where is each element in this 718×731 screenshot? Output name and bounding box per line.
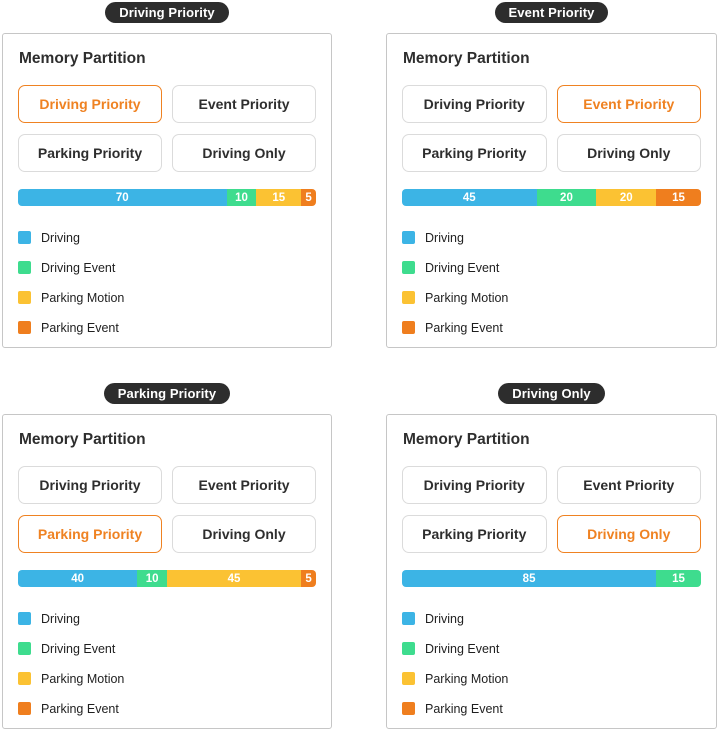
legend-swatch-driving_event [402,261,415,274]
mode-button-event-priority[interactable]: Event Priority [557,85,702,123]
card-title: Memory Partition [403,50,530,67]
legend-item-driving_event [402,261,701,274]
mode-button-grid [18,466,316,553]
legend-item-parking_motion [402,672,701,685]
mode-button-driving-priority[interactable]: Driving Priority [18,85,162,123]
badge-row [2,2,332,23]
legend-swatch-parking_event [18,321,31,334]
legend-item-driving [18,231,316,244]
mode-button-driving-only[interactable]: Driving Only [172,515,316,553]
mode-badge: Driving Only [498,383,605,404]
mode-button-grid [402,85,701,172]
mode-button-driving-priority[interactable]: Driving Priority [402,466,547,504]
legend-swatch-parking_event [402,702,415,715]
bar-segment-parking_motion: 20 [596,189,656,206]
legend-swatch-parking_event [18,702,31,715]
unit-parking-priority [2,383,332,729]
legend [402,612,701,715]
mode-button-event-priority[interactable]: Event Priority [557,466,702,504]
legend-label: Driving [425,230,464,245]
legend-label: Parking Motion [41,290,125,305]
legend-item-parking_event [402,702,701,715]
legend-item-parking_motion [18,291,316,304]
card-title: Memory Partition [403,431,530,448]
partition-bar [18,189,316,206]
mode-button-event-priority[interactable]: Event Priority [172,466,316,504]
legend-label: Driving [41,230,80,245]
mode-button-grid [18,85,316,172]
mode-button-parking-priority[interactable]: Parking Priority [402,134,547,172]
mode-button-driving-only[interactable]: Driving Only [557,134,702,172]
legend-swatch-driving [18,612,31,625]
mode-button-grid [402,466,701,553]
legend-item-driving [18,612,316,625]
legend-label: Parking Event [41,320,119,335]
unit-event-priority [386,2,717,348]
legend-label: Driving Event [41,641,116,656]
legend-item-driving [402,612,701,625]
legend-swatch-parking_motion [18,672,31,685]
legend-item-driving_event [402,642,701,655]
bar-segment-parking_event: 5 [301,189,316,206]
legend-item-parking_event [402,321,701,334]
mode-badge: Parking Priority [104,383,230,404]
legend-label: Driving Event [425,260,500,275]
legend-label: Parking Motion [425,671,509,686]
bar-segment-parking_motion: 15 [256,189,301,206]
legend-item-parking_motion [18,672,316,685]
badge-row [386,383,717,404]
bar-segment-driving_event: 20 [537,189,597,206]
unit-driving-priority [2,2,332,348]
mode-button-parking-priority[interactable]: Parking Priority [18,134,162,172]
mode-button-event-priority[interactable]: Event Priority [172,85,316,123]
partition-bar [18,570,316,587]
bar-segment-parking_event: 5 [301,570,316,587]
bar-segment-driving_event: 10 [227,189,257,206]
legend-label: Parking Event [41,701,119,716]
legend-swatch-driving [402,612,415,625]
legend-swatch-parking_event [402,321,415,334]
legend-label: Driving Event [41,260,116,275]
legend-label: Parking Event [425,320,503,335]
mode-badge: Event Priority [495,2,609,23]
legend-swatch-driving_event [18,642,31,655]
legend-label: Driving [41,611,80,626]
bar-segment-driving_event: 15 [656,570,701,587]
memory-partition-card [386,414,717,729]
legend-label: Parking Motion [425,290,509,305]
legend-swatch-driving_event [18,261,31,274]
legend-label: Driving [425,611,464,626]
unit-driving-only [386,383,717,729]
legend-item-parking_event [18,702,316,715]
legend-label: Driving Event [425,641,500,656]
bar-segment-driving_event: 10 [137,570,167,587]
legend-item-parking_motion [402,291,701,304]
mode-button-driving-only[interactable]: Driving Only [172,134,316,172]
card-title: Memory Partition [19,431,146,448]
mode-badge: Driving Priority [105,2,229,23]
legend-label: Parking Event [425,701,503,716]
mode-button-parking-priority[interactable]: Parking Priority [402,515,547,553]
memory-partition-card [2,33,332,348]
legend-item-driving_event [18,261,316,274]
legend-label: Parking Motion [41,671,125,686]
legend-item-driving_event [18,642,316,655]
mode-button-driving-priority[interactable]: Driving Priority [18,466,162,504]
badge-row [2,383,332,404]
card-title: Memory Partition [19,50,146,67]
legend-swatch-parking_motion [402,291,415,304]
bar-segment-parking_event: 15 [656,189,701,206]
mode-button-driving-only[interactable]: Driving Only [557,515,702,553]
legend-swatch-parking_motion [18,291,31,304]
legend-swatch-driving_event [402,642,415,655]
badge-row [386,2,717,23]
bar-segment-driving: 70 [18,189,227,206]
partition-bar [402,570,701,587]
partition-bar [402,189,701,206]
bar-segment-parking_motion: 45 [167,570,301,587]
legend [402,231,701,334]
legend [18,231,316,334]
memory-partition-card [386,33,717,348]
legend-swatch-parking_motion [402,672,415,685]
mode-button-driving-priority[interactable]: Driving Priority [402,85,547,123]
memory-partition-card [2,414,332,729]
legend-swatch-driving [402,231,415,244]
legend [18,612,316,715]
bar-segment-driving: 45 [402,189,537,206]
mode-button-parking-priority[interactable]: Parking Priority [18,515,162,553]
legend-item-parking_event [18,321,316,334]
legend-swatch-driving [18,231,31,244]
bar-segment-driving: 40 [18,570,137,587]
legend-item-driving [402,231,701,244]
bar-segment-driving: 85 [402,570,656,587]
